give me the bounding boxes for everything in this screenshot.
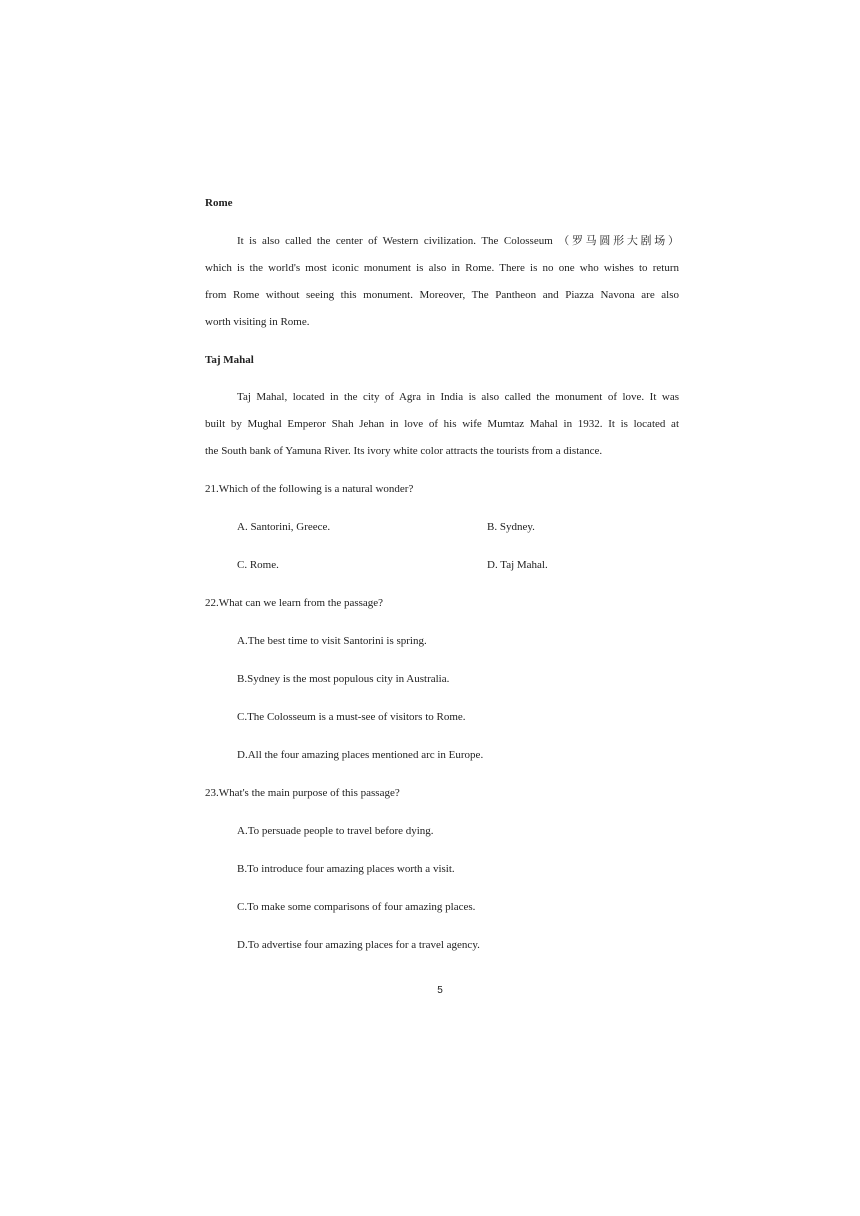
- section-heading-rome: Rome: [205, 197, 233, 209]
- question-21-option-d: D. Taj Mahal.: [487, 559, 548, 571]
- question-23-option-a: A.To persuade people to travel before dying.: [237, 825, 434, 837]
- question-22-option-d: D.All the four amazing places mentioned arc in Europe.: [237, 749, 484, 761]
- rome-paragraph-line-3: from Rome without seeing this monument. Moreover, The Pantheon and Piazza Navona are also: [205, 289, 679, 301]
- taj-mahal-paragraph-line-3: the South bank of Yamuna River. Its ivory white color attracts the tourists from a distance.: [205, 445, 603, 457]
- question-23-option-b: B.To introduce four amazing places worth a visit.: [237, 863, 455, 875]
- question-21-option-c: C. Rome.: [237, 559, 279, 571]
- question-21-option-b: B. Sydney.: [487, 521, 535, 533]
- question-21-stem: 21.Which of the following is a natural wonder?: [205, 483, 414, 495]
- question-22-option-c: C.The Colosseum is a must-see of visitors to Rome.: [237, 711, 466, 723]
- page-number: 5: [437, 985, 443, 996]
- question-23-option-d: D.To advertise four amazing places for a travel agency.: [237, 939, 480, 951]
- rome-paragraph-line-2: which is the world's most iconic monument is also in Rome. There is no one who wishes to return: [205, 262, 679, 274]
- section-heading-taj-mahal: Taj Mahal: [205, 354, 254, 366]
- question-22-option-a: A.The best time to visit Santorini is spring.: [237, 635, 427, 647]
- question-21-option-a: A. Santorini, Greece.: [237, 521, 331, 533]
- question-23-stem: 23.What's the main purpose of this passage?: [205, 787, 400, 799]
- question-22-option-b: B.Sydney is the most populous city in Australia.: [237, 673, 450, 685]
- question-23-option-c: C.To make some comparisons of four amazing places.: [237, 901, 476, 913]
- taj-mahal-paragraph-line-2: built by Mughal Emperor Shah Jehan in love of his wife Mumtaz Mahal in 1932. It is located at: [205, 418, 679, 430]
- rome-paragraph-line-1: It is also called the center of Western civilization. The Colosseum （罗马圆形大剧场）: [237, 235, 679, 247]
- question-22-stem: 22.What can we learn from the passage?: [205, 597, 384, 609]
- taj-mahal-paragraph-line-1: Taj Mahal, located in the city of Agra in India is also called the monument of love. It was: [237, 391, 679, 403]
- rome-paragraph-line-4: worth visiting in Rome.: [205, 316, 310, 328]
